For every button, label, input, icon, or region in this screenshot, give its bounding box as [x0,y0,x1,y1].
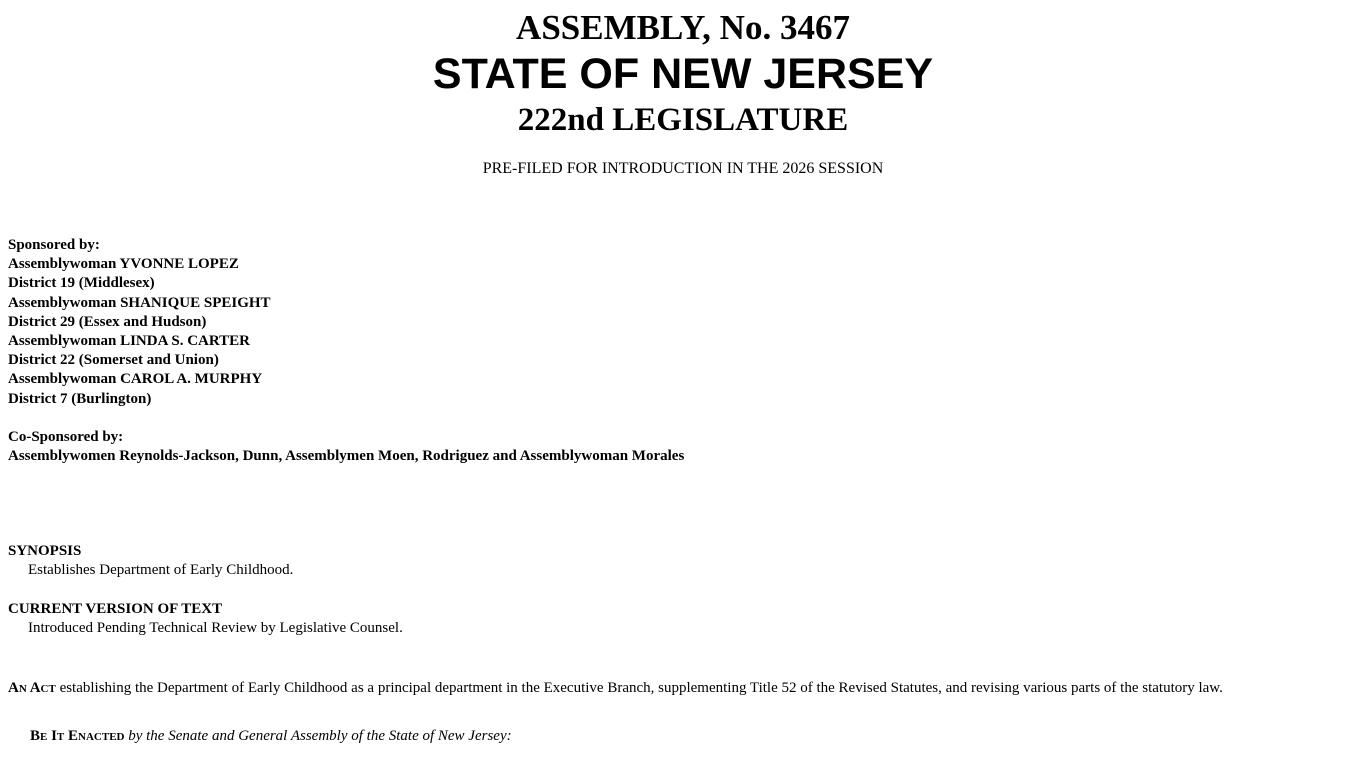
cosponsors-names: Assemblywomen Reynolds-Jackson, Dunn, Assemblymen Moen, Rodriguez and Assemblywoman Morales [8,448,685,465]
bill-number: ASSEMBLY, No. 3467 [516,8,850,47]
current-version-heading: CURRENT VERSION OF TEXT [8,601,223,617]
act-lead: An Act [8,680,56,696]
synopsis-section [8,542,293,580]
current-version-section [8,600,403,638]
sponsor-line: District 29 (Essex and Hudson) [8,313,207,330]
sponsor-line: District 19 (Middlesex) [8,275,155,292]
bill-header [0,0,1366,179]
sponsor-line: Assemblywoman YVONNE LOPEZ [8,256,239,273]
cosponsors-label: Co-Sponsored by: [8,429,124,445]
synopsis-text: Establishes Department of Early Childhood. [28,562,294,578]
act-text: establishing the Department of Early Childhood as a principal department in the Executive Branch, supplementing Title 52 of the Revised Statutes, and revising various parts of the statutory law. [55,680,1223,696]
act-title [8,679,1223,698]
sponsors-label: Sponsored by: [8,237,100,253]
synopsis-heading: SYNOPSIS [8,543,82,559]
sponsor-line: Assemblywoman LINDA S. CARTER [8,333,251,350]
sponsor-line: Assemblywoman CAROL A. MURPHY [8,371,263,388]
sponsors-block [8,236,271,409]
current-version-text: Introduced Pending Technical Review by Legislative Counsel. [28,620,403,636]
legislature-title: 222nd LEGISLATURE [517,102,849,138]
sponsor-line: District 22 (Somerset and Union) [8,352,219,369]
sponsor-line: Assemblywoman SHANIQUE SPEIGHT [8,294,271,311]
prefiled-notice: PRE-FILED FOR INTRODUCTION IN THE 2026 SESSION [482,160,884,177]
enacting-lead: Be It Enacted [30,728,125,744]
cosponsors-block [8,428,684,466]
enacting-text: by the Senate and General Assembly of the State of New Jersey: [124,728,512,744]
enacting-clause [30,727,512,746]
sponsor-line: District 7 (Burlington) [8,390,152,407]
state-name: STATE OF NEW JERSEY [432,50,934,98]
